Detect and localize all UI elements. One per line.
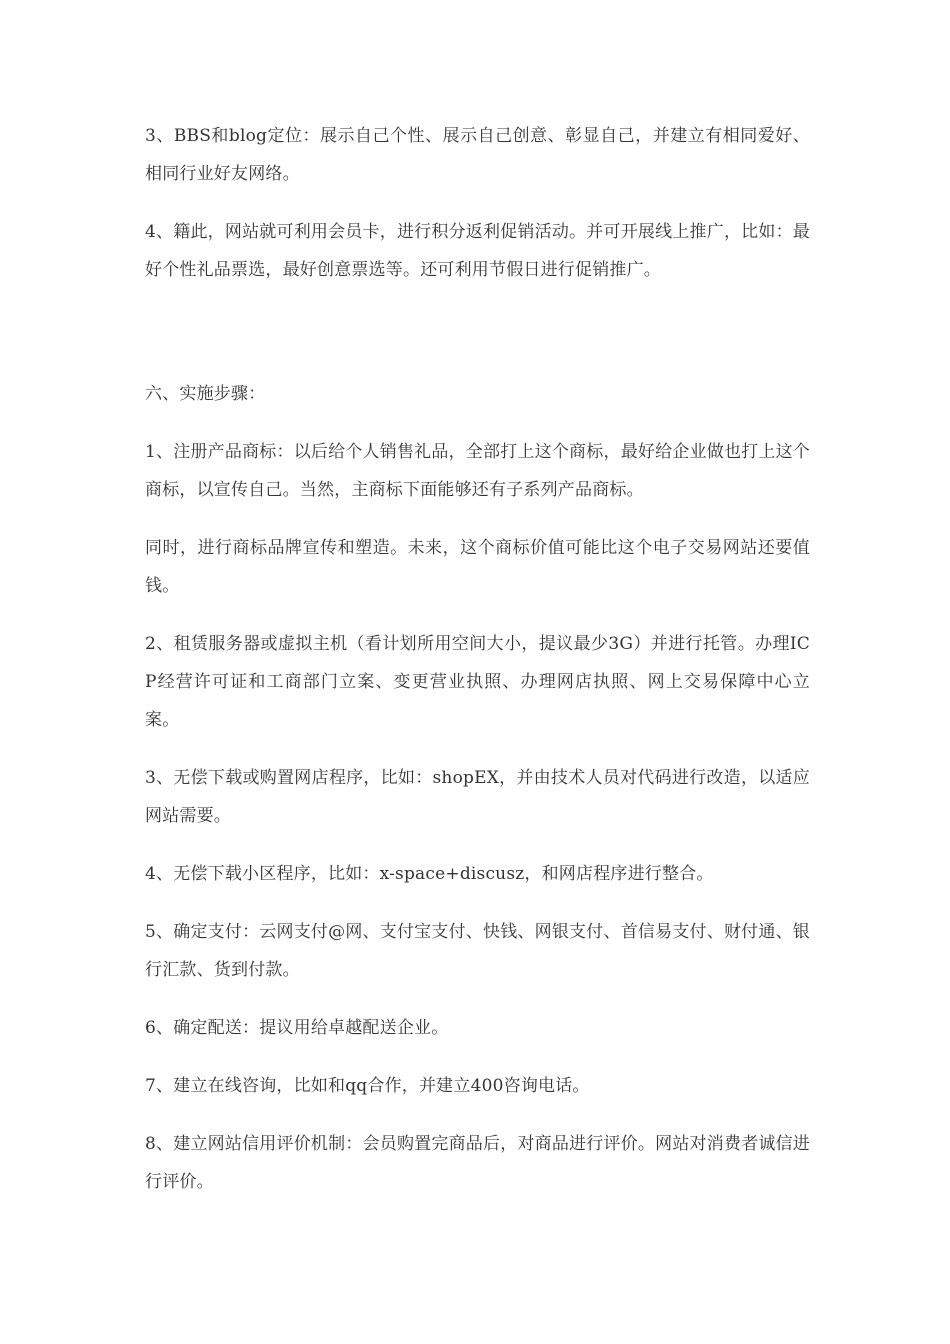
paragraph-step-4: 4、无偿下载小区程序，比如：x-space+discusz，和网店程序进行整合。	[145, 864, 714, 884]
paragraph-step-8: 8、建立网站信用评价机制：会员购置完商品后，对商品进行评价。网站对消费者诚信进行评价。	[145, 1134, 810, 1192]
section-spacer	[145, 309, 810, 375]
paragraph-step-2: 2、租赁服务器或虚拟主机（看计划所用空间大小，提议最少3G）并进行托管。办理ICP经营许可证和工商部门立案、变更营业执照、办理网店执照、网上交易保障中心立案。	[145, 634, 810, 730]
paragraph-step-1: 1、注册产品商标：以后给个人销售礼品，全部打上这个商标，最好给企业做也打上这个商标，以宣传自己。当然，主商标下面能够还有子系列产品商标。	[145, 442, 810, 500]
paragraph-membership-card: 4、籍此，网站就可利用会员卡，进行积分返利促销活动。并可开展线上推广，比如：最好个性礼品票选，最好创意票选等。还可利用节假日进行促销推广。	[145, 222, 810, 280]
paragraph-step-1-continued: 同时，进行商标品牌宣传和塑造。未来，这个商标价值可能比这个电子交易网站还要值钱。	[145, 538, 810, 596]
paragraph-step-6: 6、确定配送：提议用给卓越配送企业。	[145, 1018, 449, 1038]
paragraph-step-5: 5、确定支付：云网支付@网、支付宝支付、快钱、网银支付、首信易支付、财付通、银行汇款、货到付款。	[145, 922, 810, 980]
document-body	[145, 117, 810, 1221]
paragraph-step-7: 7、建立在线咨询，比如和qq合作，并建立400咨询电话。	[145, 1076, 590, 1096]
paragraph-step-3: 3、无偿下载或购置网店程序，比如：shopEX，并由技术人员对代码进行改造，以适应网站需要。	[145, 768, 810, 826]
paragraph-bbs-blog: 3、BBS和blog定位：展示自己个性、展示自己创意、彰显自己，并建立有相同爱好、相同行业好友网络。	[145, 126, 810, 184]
section-heading-implementation: 六、实施步骤：	[145, 384, 266, 404]
